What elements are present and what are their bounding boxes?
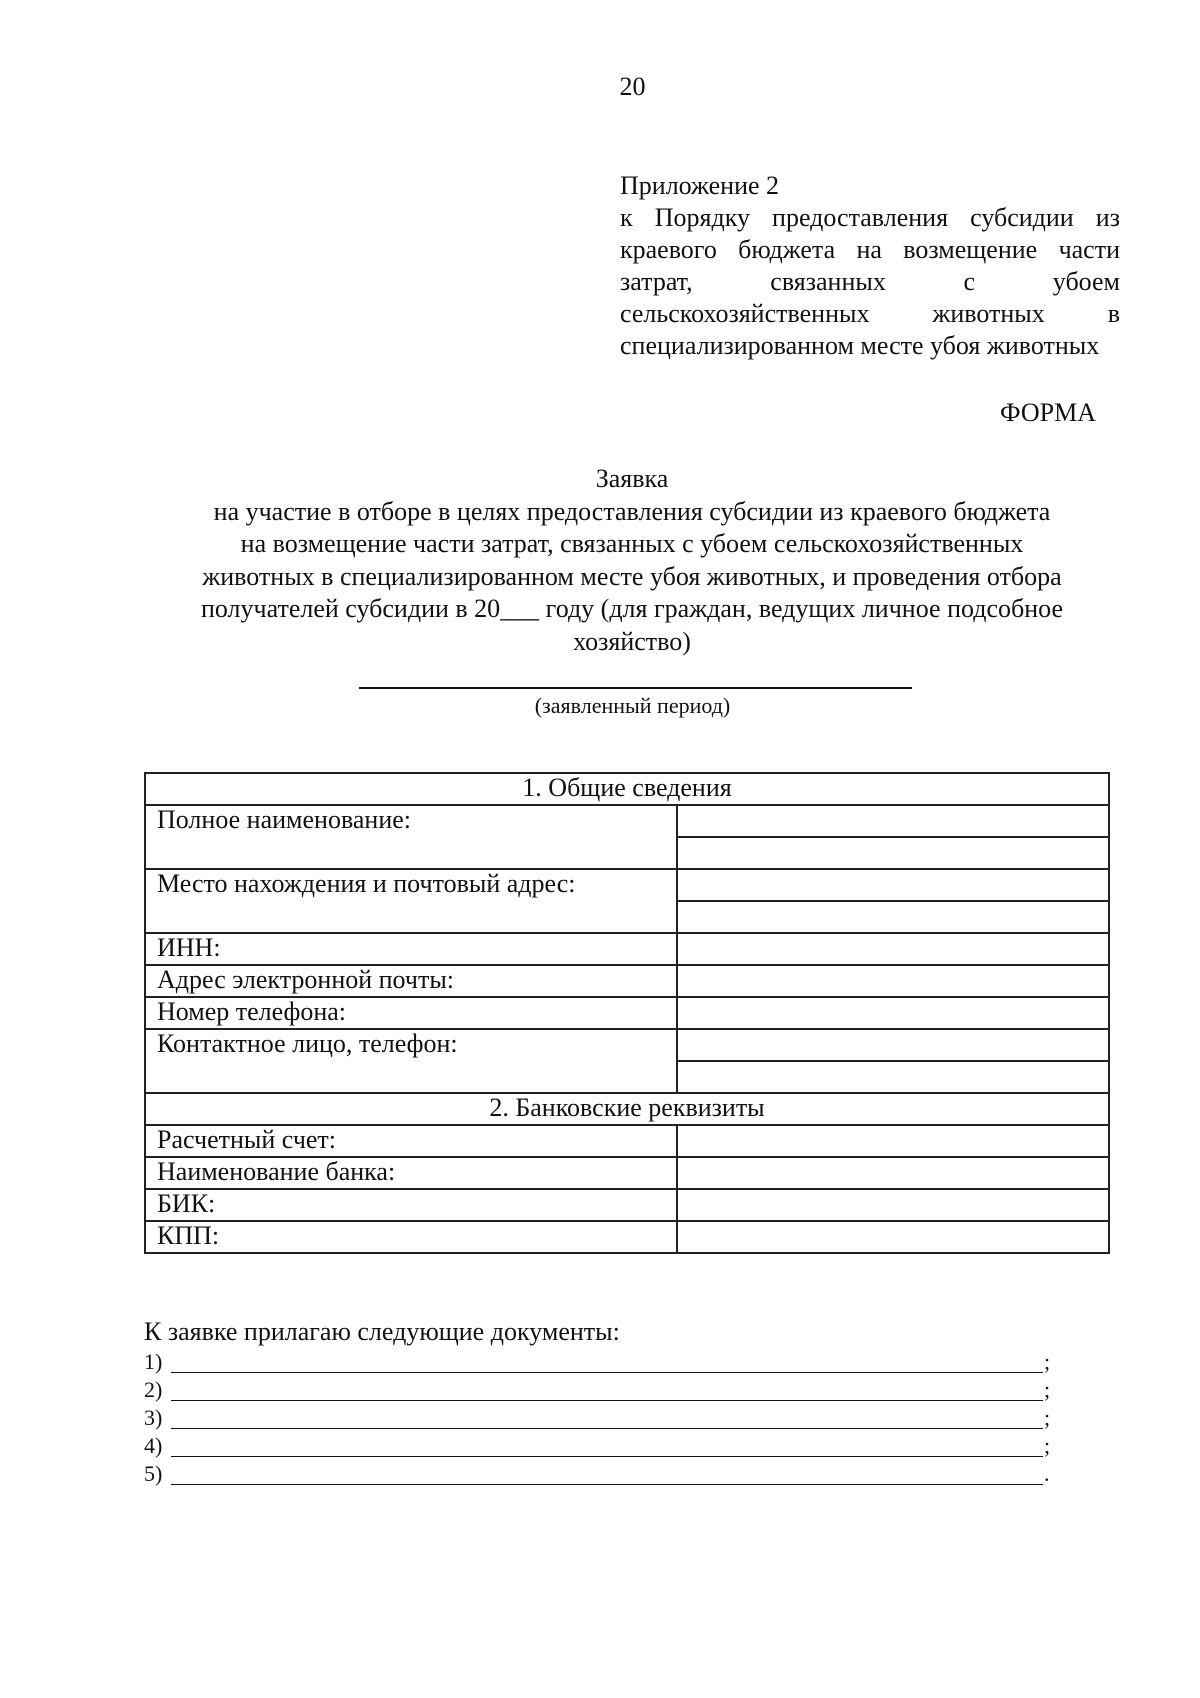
attachment-punctuation: .	[1044, 1461, 1050, 1486]
attachment-punctuation: ;	[1044, 1349, 1051, 1374]
heading-line: животных в специализированном месте убоя животных, и проведения отбора	[202, 561, 1062, 591]
page-number: 20	[619, 72, 646, 101]
inn-label: ИНН:	[145, 933, 677, 965]
attachment-item	[144, 1460, 1124, 1488]
period-fill-line[interactable]	[359, 687, 912, 689]
full-name-label: Полное наименование:	[145, 805, 677, 869]
kpp-label: КПП:	[145, 1221, 677, 1253]
attachment-item	[144, 1432, 1124, 1460]
email-field[interactable]	[677, 965, 1109, 997]
heading-line: на возмещение части затрат, связанных с убоем сельскохозяйственных	[240, 529, 1024, 558]
account-field[interactable]	[677, 1125, 1109, 1157]
contact-field[interactable]	[677, 1061, 1109, 1093]
attachment-number: 5)	[144, 1461, 163, 1486]
attachment-fill-line[interactable]	[171, 1428, 1043, 1429]
heading-title: Заявка	[595, 464, 669, 493]
attachment-item	[144, 1348, 1124, 1376]
attachment-fill-line[interactable]	[171, 1372, 1043, 1373]
heading-line: хозяйство)	[573, 626, 691, 656]
attachment-fill-line[interactable]	[171, 1456, 1043, 1457]
application-table	[144, 772, 1110, 1254]
attachment-punctuation: ;	[1044, 1433, 1051, 1458]
account-label: Расчетный счет:	[145, 1125, 677, 1157]
attachment-number: 4)	[144, 1433, 163, 1458]
address-field[interactable]	[677, 901, 1109, 933]
attachments-block	[144, 1316, 1124, 1488]
attachment-punctuation: ;	[1044, 1405, 1051, 1430]
attachment-number: 2)	[144, 1377, 163, 1402]
attachment-number: 1)	[144, 1349, 163, 1374]
attachments-title: К заявке прилагаю следующие документы:	[144, 1317, 620, 1346]
attachment-number: 3)	[144, 1405, 163, 1430]
annex-title: Приложение 2	[620, 171, 780, 200]
attachment-punctuation: ;	[1044, 1377, 1051, 1402]
bank-name-label: Наименование банка:	[145, 1157, 677, 1189]
section-general-title: 1. Общие сведения	[145, 773, 1109, 805]
period-label: (заявленный период)	[534, 693, 731, 718]
contact-label: Контактное лицо, телефон:	[145, 1029, 677, 1093]
attachment-item	[144, 1376, 1124, 1404]
phone-label: Номер телефона:	[145, 997, 677, 1029]
full-name-field[interactable]	[677, 837, 1109, 869]
attachment-fill-line[interactable]	[171, 1484, 1043, 1485]
bank-name-field[interactable]	[677, 1157, 1109, 1189]
inn-field[interactable]	[677, 933, 1109, 965]
bik-field[interactable]	[677, 1189, 1109, 1221]
application-heading	[150, 463, 1114, 658]
kpp-field[interactable]	[677, 1221, 1109, 1253]
section-bank-title: 2. Банковские реквизиты	[145, 1093, 1109, 1125]
phone-field[interactable]	[677, 997, 1109, 1029]
bik-label: БИК:	[145, 1189, 677, 1221]
forma-label: ФОРМА	[1000, 398, 1096, 427]
full-name-field[interactable]	[677, 805, 1109, 837]
attachment-item	[144, 1404, 1124, 1432]
address-field[interactable]	[677, 869, 1109, 901]
annex-block	[620, 170, 1120, 362]
address-label: Место нахождения и почтовый адрес:	[145, 869, 677, 933]
annex-text: к Порядку предоставления субсидии из краевого бюджета на возмещение части затрат, связанных с убоем сельскохозяйственных животных в специализированном месте убоя животных	[620, 203, 1120, 360]
attachment-fill-line[interactable]	[171, 1400, 1043, 1401]
contact-field[interactable]	[677, 1029, 1109, 1061]
email-label: Адрес электронной почты:	[145, 965, 677, 997]
heading-line: получателей субсидии в 20___ году (для граждан, ведущих личное подсобное	[200, 594, 1063, 623]
heading-line: на участие в отборе в целях предоставления субсидии из краевого бюджета	[213, 496, 1051, 526]
